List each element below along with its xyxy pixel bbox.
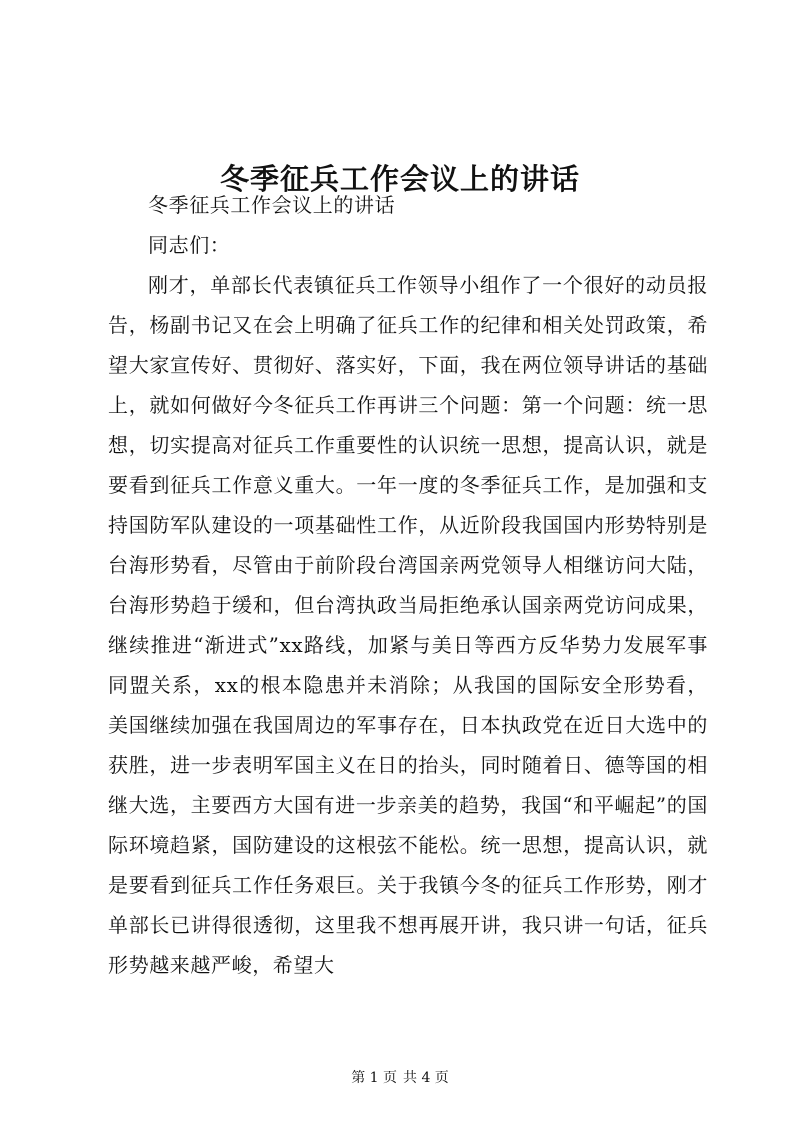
- salutation-paragraph: 同志们：: [148, 233, 231, 257]
- document-body: [108, 185, 708, 985]
- subtitle-paragraph: 冬季征兵工作会议上的讲话: [148, 193, 396, 217]
- page-footer: [0, 1068, 800, 1088]
- page-total: 共 4 页: [403, 1070, 449, 1086]
- body-paragraph: 刚才，单部长代表镇征兵工作领导小组作了一个很好的动员报告，杨副书记又在会上明确了征兵工作的纪律和相关处罚政策，希望大家宣传好、贯彻好、落实好，下面，我在两位领导讲话的基础上，就如何做好今冬征兵工作再讲三个问题：第一个问题：统一思想，切实提高对征兵工作重要性的认识统一思想，提高认识，就是要看到征兵工作意义重大。一年一度的冬季征兵工作，是加强和支持国防军队建设的一项基础性工作，从近阶段我国国内形势特别是台海形势看，尽管由于前阶段台湾国亲两党领导人相继访问大陆，台海形势趋于缓和，但台湾执政当局拒绝承认国亲两党访问成果，继续推进“渐进式”xx路线，加紧与美日等西方反华势力发展军事同盟关系，xx的根本隐患并未消除；从我国的国际安全形势看，美国继续加强在我国周边的军事存在，日本执政党在近日大选中的获胜，进一步表明军国主义在日的抬头，同时随着日、德等国的相继大选，主要西方大国有进一步亲美的趋势，我国“和平崛起”的国际环境趋紧，国防建设的这根弦不能松。统一思想，提高认识，就是要看到征兵工作任务艰巨。关于我镇今冬的征兵工作形势，刚才单部长已讲得很透彻，这里我不想再展开讲，我只讲一句话，征兵形势越来越严峻，希望大: [108, 273, 708, 977]
- page-number: 第 1 页: [351, 1070, 397, 1086]
- document-title: 冬季征兵工作会议上的讲话: [219, 162, 580, 197]
